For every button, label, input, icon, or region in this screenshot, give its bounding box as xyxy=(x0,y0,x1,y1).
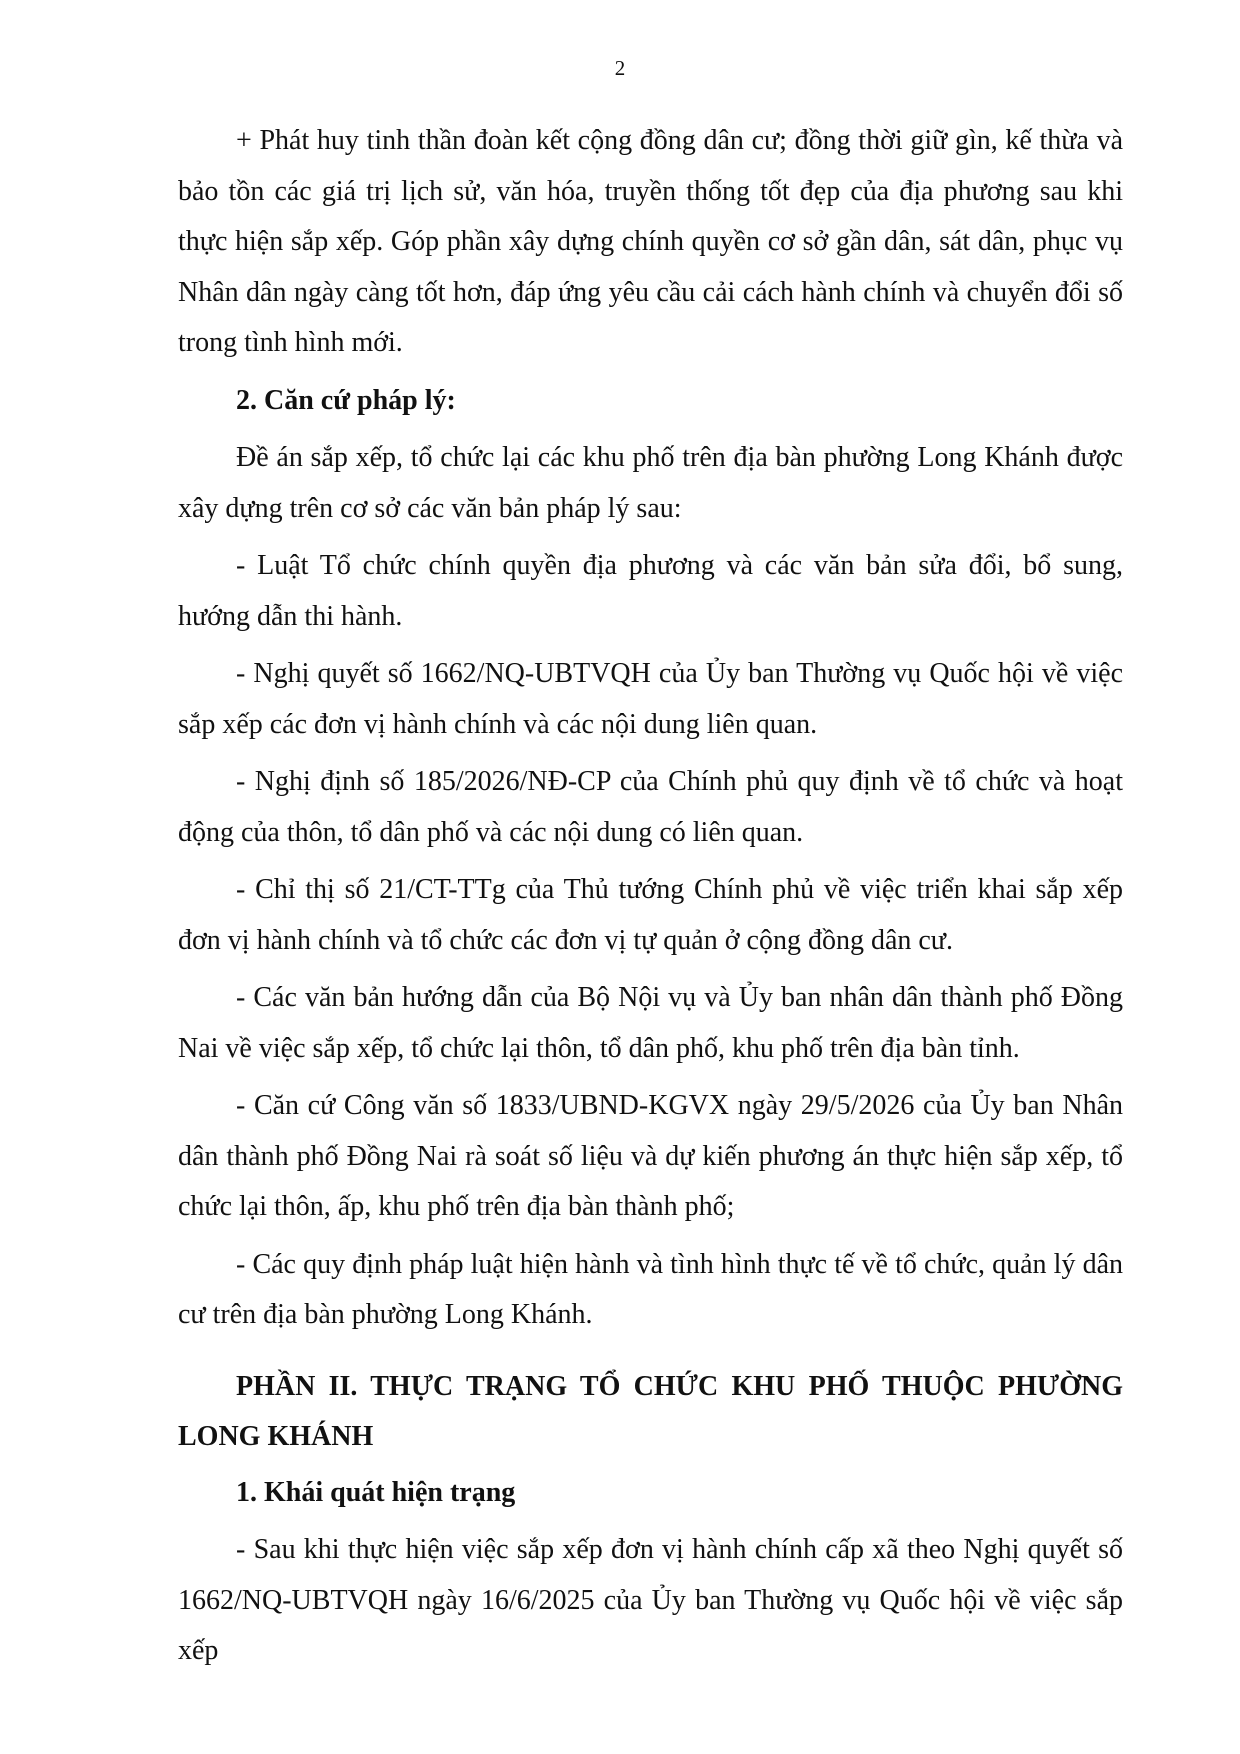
heading-legal-basis: 2. Căn cứ pháp lý: xyxy=(236,384,456,416)
paragraph-community-solidarity: + Phát huy tinh thần đoàn kết cộng đồng dân cư; đồng thời giữ gìn, kế thừa và bảo tồn các giá trị lịch sử, văn hóa, truyền thống tốt đẹp của địa phương sau khi thực hiện sắp xếp. Góp phần xây dựng chính quyền cơ sở gần dân, sát dân, phục vụ Nhân dân ngày càng tốt hơn, đáp ứng yêu cầu cải cách hành chính và chuyển đổi số trong tình hình mới. xyxy=(178,125,1123,358)
heading-current-overview: 1. Khái quát hiện trạng xyxy=(236,1476,516,1508)
document-body xyxy=(178,116,1123,1677)
paragraph-legal-intro: Đề án sắp xếp, tổ chức lại các khu phố trên địa bàn phường Long Khánh được xây dựng trên cơ sở các văn bản pháp lý sau: xyxy=(178,442,1123,524)
paragraph-after-restructuring: - Sau khi thực hiện việc sắp xếp đơn vị hành chính cấp xã theo Nghị quyết số 1662/NQ-UBTVQH ngày 16/6/2025 của Ủy ban Thường vụ Quốc hội về việc sắp xếp xyxy=(178,1534,1123,1666)
paragraph-current-regulations: - Các quy định pháp luật hiện hành và tình hình thực tế về tổ chức, quản lý dân cư trên địa bàn phường Long Khánh. xyxy=(178,1248,1123,1330)
paragraph-directive-21: - Chỉ thị số 21/CT-TTg của Thủ tướng Chính phủ về việc triển khai sắp xếp đơn vị hành chính và tổ chức các đơn vị tự quản ở cộng đồng dân cư. xyxy=(178,874,1123,956)
paragraph-ministry-guidance: - Các văn bản hướng dẫn của Bộ Nội vụ và Ủy ban nhân dân thành phố Đồng Nai về việc sắp xếp, tổ chức lại thôn, tổ dân phố, khu phố trên địa bàn tỉnh. xyxy=(178,982,1123,1064)
page-number: 2 xyxy=(614,56,626,80)
heading-part-two: PHẦN II. THỰC TRẠNG TỔ CHỨC KHU PHỐ THUỘC PHƯỜNG LONG KHÁNH xyxy=(178,1370,1123,1452)
paragraph-resolution-1662: - Nghị quyết số 1662/NQ-UBTVQH của Ủy ban Thường vụ Quốc hội về việc sắp xếp các đơn vị hành chính và các nội dung liên quan. xyxy=(178,658,1123,740)
paragraph-decree-185: - Nghị định số 185/2026/NĐ-CP của Chính phủ quy định về tổ chức và hoạt động của thôn, tổ dân phố và các nội dung có liên quan. xyxy=(178,766,1123,848)
paragraph-official-letter-1833: - Căn cứ Công văn số 1833/UBND-KGVX ngày 29/5/2026 của Ủy ban Nhân dân thành phố Đồng Nai rà soát số liệu và dự kiến phương án thực hiện sắp xếp, tổ chức lại thôn, ấp, khu phố trên địa bàn thành phố; xyxy=(178,1090,1123,1222)
paragraph-local-government-law: - Luật Tổ chức chính quyền địa phương và các văn bản sửa đổi, bổ sung, hướng dẫn thi hành. xyxy=(178,550,1123,632)
